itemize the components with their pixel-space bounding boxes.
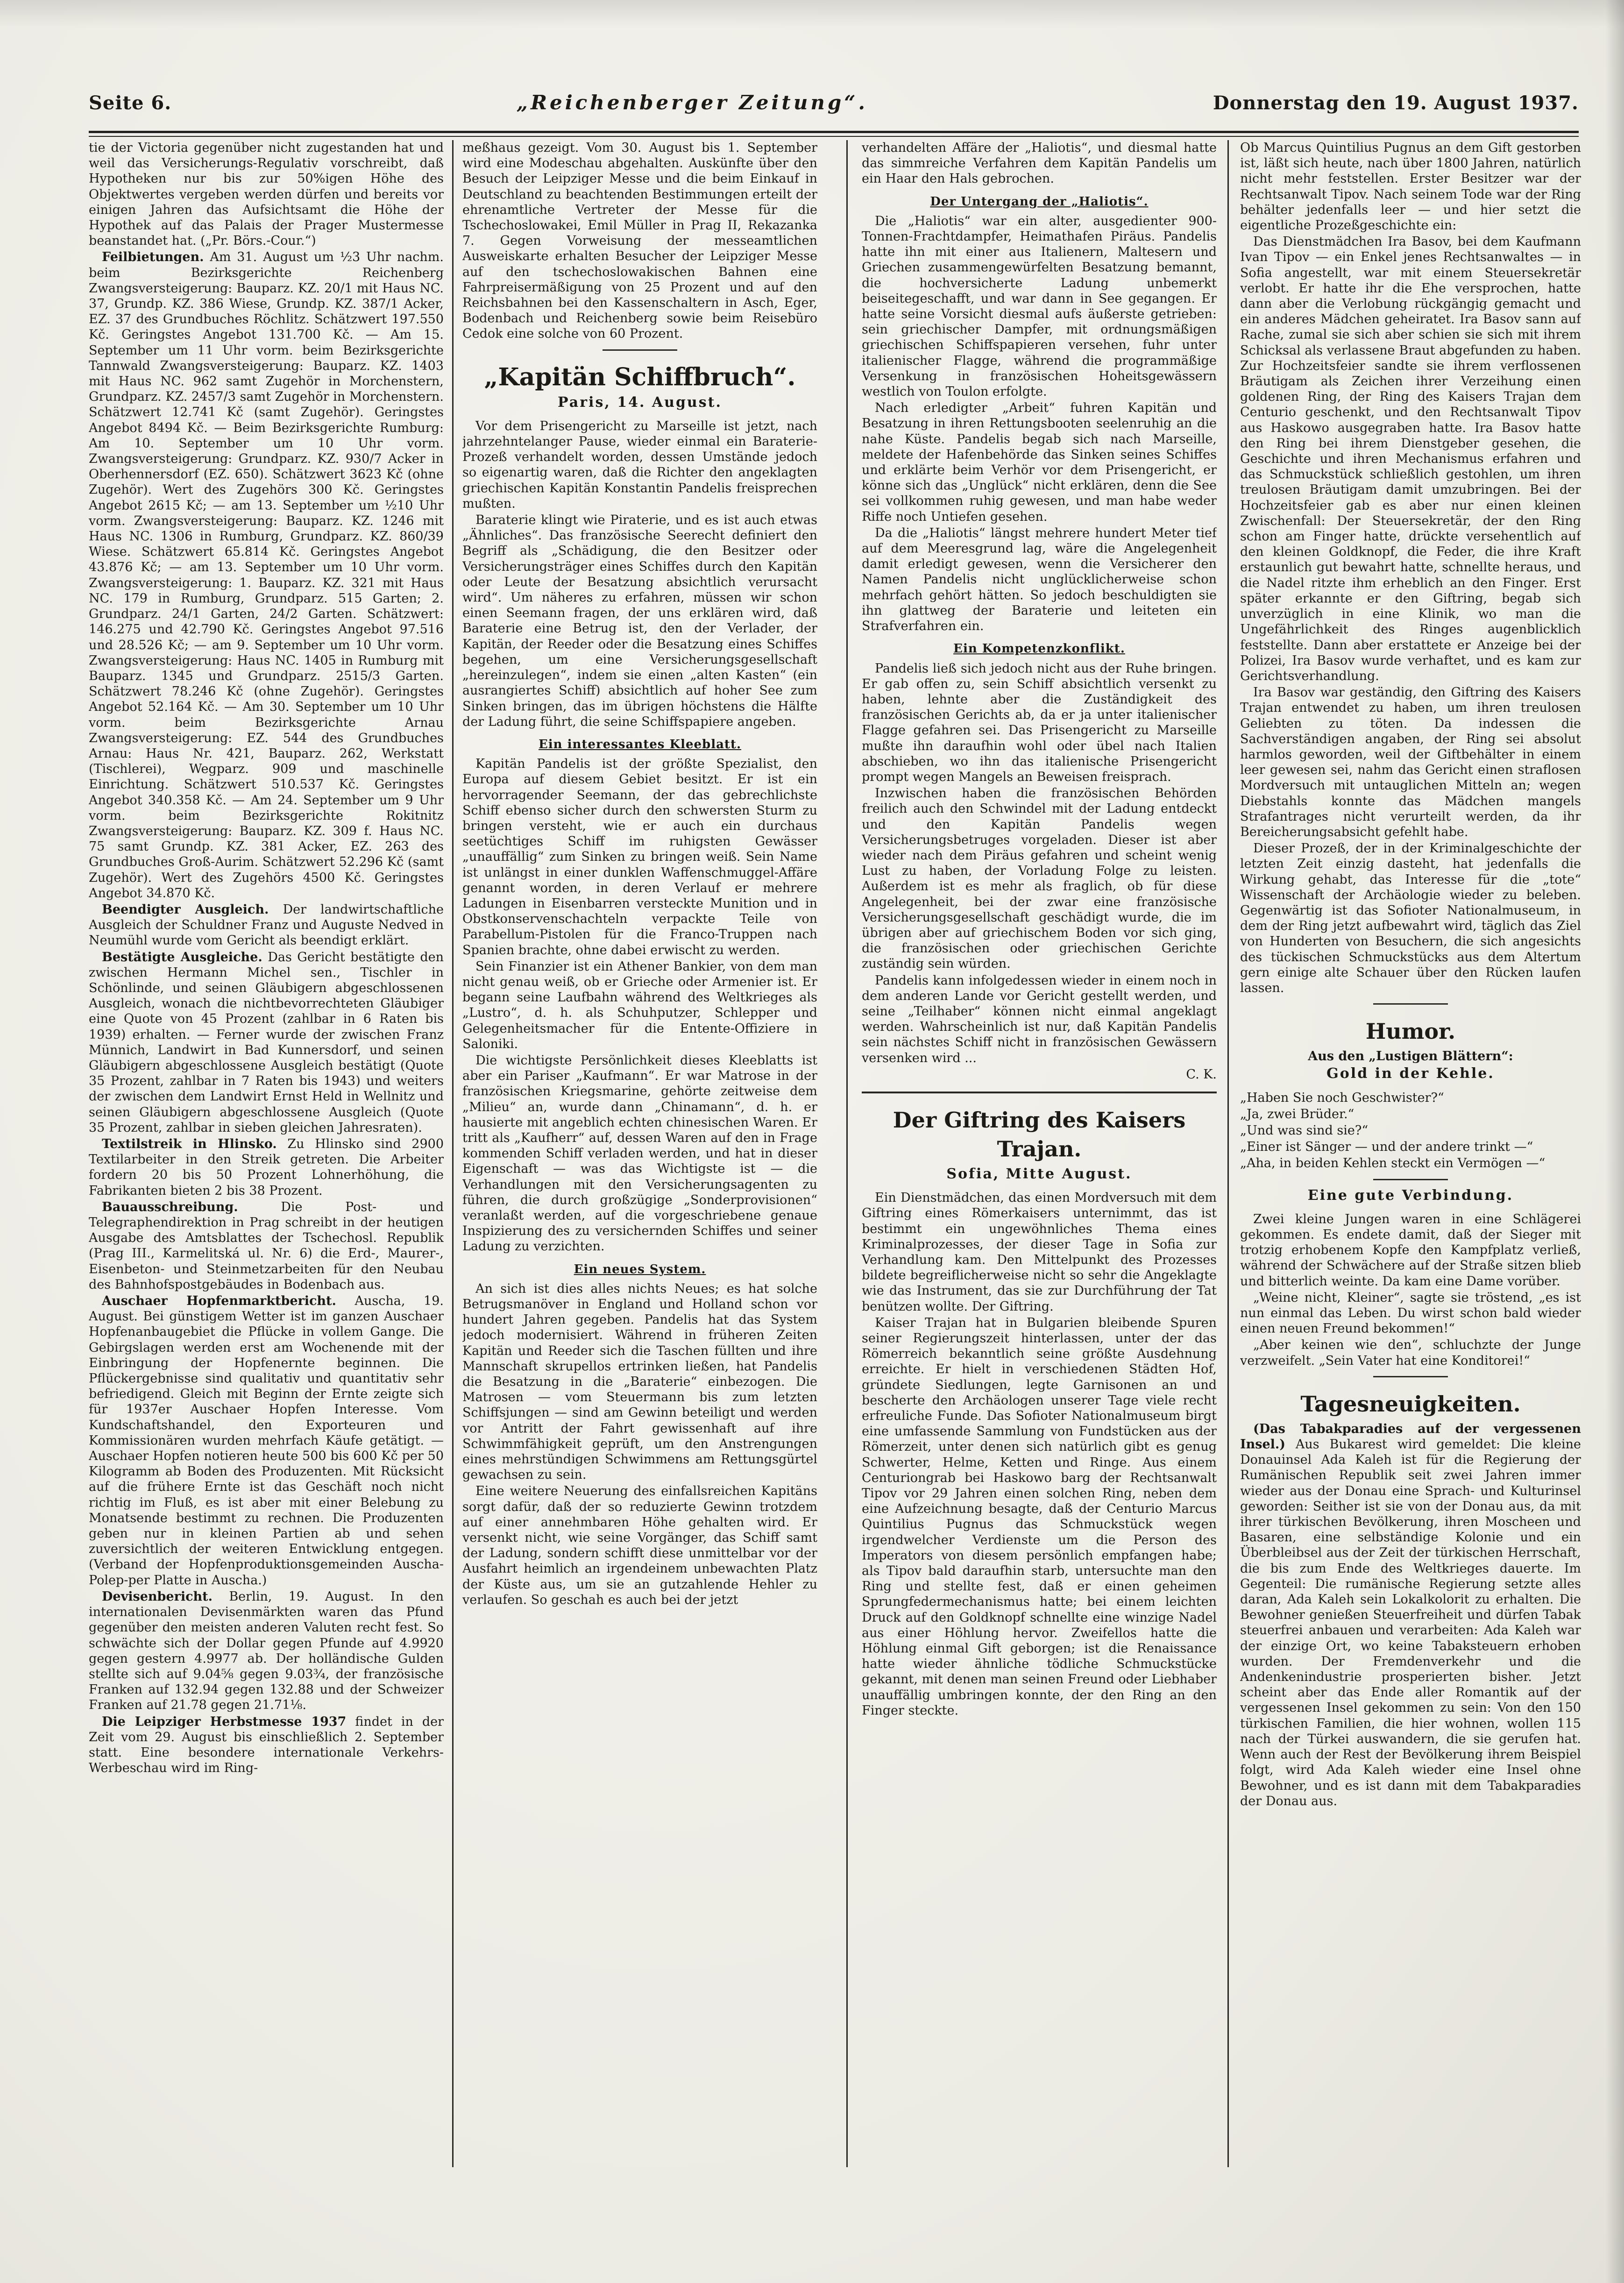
item-text: Die Post- und Telegraphendirektion in Prag schreibt in der heutigen Ausgabe des Amtsblattes der Tschechosl. Republik (Prag III., Karmelitská ul. Nr. 6) die Erd-, Maurer-, Eisenbeton- und Steinmetzarbeiten für den Neubau des Bahnhofspostgebäudes in Bodenbach aus. — [89, 1199, 444, 1292]
article-paragraph: Pandelis ließ sich jedoch nicht aus der Ruhe bringen. Er gab offen zu, sein Schiff absichtlich versenkt zu haben, lehnte aber die Zuständigkeit des französischen Gerichts ab, da er ja unter italienischer Flagge gefahren sei. Das Prisengericht zu Marseille mußte ihn daraufhin wohl oder übel nach Italien abschieben, wo ihn das italienische Prisengericht prompt wegen Mangels an Beweisen freisprach. — [862, 661, 1217, 784]
news-item — [89, 1714, 444, 1776]
news-item — [89, 1136, 444, 1198]
author-signature: C. K. — [1186, 1067, 1217, 1082]
joke-line: „Einer ist Sänger — und der andere trinkt —“ — [1240, 1140, 1533, 1155]
item-text: Aus Bukarest wird gemeldet: Die kleine Donauinsel Ada Kaleh ist für die Regierung der Rumänischen Republik seit zwei Jahren immer wieder aus der Donau eine Sprach- und Kulturinsel geworden: Seither ist sie von der Donau aus, da mit ihrer türkischen Bevölkerung, ihren Moscheen und Basaren, eine selbständige Kolonie und ein Überbleibsel aus der Zeit der türkischen Herrschaft, die bis zum Ende des Weltkrieges dauerte. Im Gegenteil: Die rumänische Regierung setzte alles daran, Ada Kaleh sein Lokalkolorit zu erhalten. Die Bewohner genießen Steuerfreiheit und dürfen Tabak steuerfrei anbauen und verarbeiten: Ada Kaleh war der einzige Ort, wo keine Tabaksteuern erhoben wurden. Der Fremdenverkehr und die Andenkenindustrie prosperierten bisher. Jetzt scheint aber das Ende aller Romantik auf der vergessenen Insel gekommen zu sein: Von den 150 türkischen Familien, die hier wohnen, wollen 115 nach der Türkei auswandern, die sie gerufen hat. Wenn auch der Rest der Bevölkerung ihrem Beispiel folgt, wird Ada Kaleh wieder eine Insel ohne Bewohner, und es ist dann mit dem Tabakparadies der Donau aus. — [1240, 1437, 1581, 1808]
column-divider — [1227, 140, 1229, 2167]
news-item — [89, 249, 444, 901]
section-divider — [1373, 1376, 1448, 1377]
article-dateline: Sofia, Mitte August. — [946, 1165, 1132, 1182]
column-divider — [846, 140, 848, 2167]
issue-date: Donnerstag den 19. August 1937. — [1213, 92, 1579, 114]
article-paragraph: Eine weitere Neuerung des einfallsreichen Kapitäns sorgt dafür, daß der so reduzierte Gewinn trotzdem auf einer annehmbaren Höhe gehalten wird. Er versenkt nicht, wie seine Vorgänger, das Schiff samt der Ladung, sondern schifft diese unmittelbar vor der Ausfahrt heimlich an irgendeinem unbewachten Platz der Küste aus, um sie an gutzahlende Hehler zu verlaufen. So geschah es auch bei der jetzt — [462, 1484, 817, 1607]
subheading: Ein neues System. — [574, 1262, 706, 1276]
article-paragraph: Ein Dienstmädchen, das einen Mordversuch mit dem Giftring eines Römerkaisers unternimmt, das ist bestimmt ein ungewöhnliches Thema eines Kriminalprozesses, der dieser Tage in Sofia zur Verhandlung kam. Den Mittelpunkt des Prozesses bildete begreiflicherweise nicht so sehr die Angeklagte wie das Instrument, das sie zur Durchführung der Tat benützen wollte. Der Giftring. — [862, 1191, 1217, 1314]
section-divider — [603, 349, 677, 351]
article-paragraph: Vor dem Prisengericht zu Marseille ist jetzt, nach jahrzehntelanger Pause, wieder einmal ein Baraterie-Prozeß verhandelt worden, dessen Umstände jedoch so eigenartig waren, daß die Richter den angeklagten griechischen Kapitän Konstantin Pandelis freisprechen mußten. — [462, 418, 817, 511]
article-paragraph: tie der Victoria gegenüber nicht zugestanden hat und weil das Versicherungs-Regulativ vorschreibt, daß Hypotheken nur bis zur 50%igen Höhe des Objektwertes vergeben werden dürfen und bereits vor einigen Jahren das Aufsichtsamt die Höhe der Hypothek auf das Palais der Prager Mustermesse beanstandet hat. („Pr. Börs.-Cour.“) — [89, 141, 444, 248]
item-heading: Bauausschreibung. — [102, 1199, 238, 1214]
article-paragraph: An sich ist dies alles nichts Neues; es hat solche Betrugsmanöver in England und Holland schon vor hundert Jahren gegeben. Pandelis hat das System jedoch modernisiert. Während in früheren Zeiten Kapitän und Reeder sich die Taschen füllten und ihre Mannschaft skrupellos ertrinken ließen, hat Pandelis die Besatzung in die „Baraterie“ einbezogen. Die Matrosen — vom Steuermann bis zum letzten Schiffsjungen — sind am Gewinn beteiligt und werden vor Antritt der Fahrt gewissenhaft auf ihre Schwimmfähigkeit geprüft, um den Anstrengungen eines mehrstündigen Schwimmens am Rettungsgürtel gewachsen zu sein. — [462, 1281, 817, 1482]
item-text: Zu Hlinsko sind 2900 Textilarbeiter in den Streik getreten. Die Arbeiter fordern 20 bis 50 Prozent Lohnerhöhung, die Fabrikanten bieten 2 bis 38 Prozent. — [89, 1137, 444, 1198]
article-paragraph: Baraterie klingt wie Piraterie, und es ist auch etwas „Ähnliches“. Das französische Seerecht definiert den Begriff als „Schädigung, die den Besitzer oder Versicherungsträger eines Schiffes durch den Kapitän oder Leute der Besatzung absichtlich verursacht wird“. Um näheres zu erfahren, müssen wir schon einen Seemann fragen, der uns erklären wird, daß Baraterie eine Betrug ist, den der Verlader, der Kapitän, der Reeder oder die Besatzung eines Schiffes begehen, um eine Versicherungsgesellschaft „hereinzulegen“, indem sie einen „alten Kasten“ (ein ausrangiertes Schiff) absichtlich auf hoher See zum Sinken bringen, das im übrigen höchstens die Hälfte der Ladung führt, die seine Schiffspapiere angeben. — [462, 513, 817, 729]
item-text: Das Gericht bestätigte den zwischen Hermann Michel sen., Tischler in Schönlinde, und seinen Gläubigern abgeschlossenen Ausgleich, wonach die nichtbevorrechteten Gläubiger eine Quote von 45 Prozent (zahlbar in 6 Raten bis 1939) erhalten. — Ferner wurde der zwischen Franz Münnich, Landwirt in Bad Kunnersdorf, und seinen Gläubigern abgeschlossene Ausgleich bestätigt (Quote 35 Prozent, zahlbar in 7 Raten bis 1943) und weiters der zwischen dem Landwirt Ernst Held in Wellnitz und seinen Gläubigern abgeschlossene Ausgleich (Quote 35 Prozent, zahlbar in sieben gleichen Jahresraten). — [89, 950, 444, 1135]
section-divider — [862, 1092, 1217, 1093]
scan-shadow-right — [1605, 0, 1624, 2283]
item-heading: (Das Tabakparadies auf der vergessenen Insel.) — [1240, 1421, 1581, 1452]
subheading: Der Untergang der „Haliotis“. — [930, 194, 1149, 209]
article-paragraph: Pandelis kann infolgedessen wieder in einem noch in dem anderen Lande vor Gericht gestellt werden, und seine „Teilhaber“ können nicht einmal angeklagt werden. Wahrscheinlich ist nur, daß Kapitän Pandelis sein nächstes Schiff nicht in französischen Gewässern versenken wird ... — [862, 973, 1217, 1065]
item-heading: Auschaer Hopfenmarktbericht. — [102, 1294, 336, 1309]
item-heading: Bestätigte Ausgleiche. — [102, 950, 262, 964]
newspaper-title: „Reichenberger Zeitung“. — [516, 91, 868, 114]
article-paragraph: meßhaus gezeigt. Vom 30. August bis 1. September wird eine Modeschau abgehalten. Auskünfte über den Besuch der Leipziger Messe und die beim Einkauf in Deutschland zu beachtenden Bestimmungen erteilt der ehrenamtliche Vertreter der Messe für die Tschechoslowakei, Emil Müller in Prag II, Rekazanka 7. Gegen Vorweisung der messeamtlichen Ausweiskarte erhalten Besucher der Leipziger Messe auf den tschechoslowakischen Bahnen eine Fahrpreisermäßigung von 25 Prozent und auf den Reichsbahnen bei den Kassenschaltern in Asch, Eger, Bodenbach und Reichenberg sowie beim Reisebüro Cedok eine solche von 60 Prozent. — [462, 141, 817, 341]
column-2 — [462, 140, 817, 2177]
column-3 — [862, 140, 1217, 2177]
news-item — [89, 1199, 444, 1292]
article-title: „Kapitän Schiffbruch“. — [484, 362, 796, 391]
news-item — [89, 902, 444, 949]
article-paragraph: Kapitän Pandelis ist der größte Spezialist, den Europa auf diesem Gebiet besitzt. Er ist ein hervorragender Seemann, der das gebrechlichste Schiff ebenso sicher durch den schwersten Sturm zu bringen versteht, wie er auch ein durchaus seetüchtiges Schiff im ruhigsten Gewässer „unauffällig“ zum Sinken zu bringen weiß. Sein Name ist unlängst in einer dunklen Waffenschmuggel-Affäre genannt worden, in deren Verlauf er mehrere Ladungen in Eisenbarren versteckte Munition und in Obstkonservenschachteln verpackte Teile von Parabellum-Pistolen für die Franco-Truppen nach Spanien brachte, ohne dabei erwischt zu werden. — [462, 757, 817, 957]
column-1 — [89, 140, 444, 2177]
item-text: Berlin, 19. August. In den internationalen Devisenmärkten waren das Pfund gegenüber den meisten anderen Valuten recht fest. So schwächte sich der Dollar gegen Pfunde auf 4.9920 gegen gestern 4.9977 ab. Der holländische Gulden stellte sich auf 9.04⅝ gegen 9.03¾, der französische Franken auf 132.94 gegen 132.88 und der Schweizer Franken auf 21.78 gegen 21.71⅛. — [89, 1589, 444, 1713]
item-heading: Beendigter Ausgleich. — [102, 902, 269, 917]
article-paragraph: Kaiser Trajan hat in Bulgarien bleibende Spuren seiner Regierungszeit hinterlassen, unter der das Römerreich bekanntlich seine größte Ausdehnung erreichte. Er hielt in verschiedenen Städten Hof, gründete Siedlungen, legte Garnisonen an und bescherte den Archäologen unserer Tage viele recht erfreuliche Funde. Das Sofioter Nationalmuseum birgt eine umfassende Sammlung von Fundstücken aus der Römerzeit, unter denen sich natürlich gibt es genug Schwerter, Helme, Ketten und Ringe. Aus einem Centuriongrab bei Haskowo barg der Rechtsanwalt Tipov vor 29 Jahren einen solchen Ring, neben dem eine Aufzeichnung besagte, daß der Centurio Marcus Quintilius Pugnus das Schmuckstück wegen irgendwelcher Verdienste um die Person des Imperators von diesem persönlich empfangen habe; als Tipov bald daraufhin starb, untersuchte man den Ring und stellte fest, daß er einen geheimen Sprungfedermechanismus hatte; bei einem leichten Druck auf den Goldknopf schnellte eine winzige Nadel aus einer Höhlung hervor. Zweifellos hatte die Höhlung einmal Gift geborgen; ist die Renaissance hatte wieder ähnliche tödliche Schmuckstücke gekannt, mit denen man seinen Freund oder Liebhaber unauffällig umbringen konnte, der den Ring an den Finger steckte. — [862, 1315, 1217, 1718]
joke-line: „Ja, zwei Brüder.“ — [1240, 1106, 1355, 1121]
item-heading: Feilbietungen. — [102, 250, 204, 265]
item-heading: Devisenbericht. — [102, 1589, 213, 1604]
article-paragraph: Die „Haliotis“ war ein alter, ausgedienter 900-Tonnen-Frachtdampfer, Heimathafen Piräus. Pandelis hatte ihn mit einer aus Italienern, Maltesern und Griechen zusammengewürfelten Besatzung bemannt, die hochversicherte Ladung unbemerkt beiseitegeschafft, und war dann in See gegangen. Er hatte seine Vorsicht diesmal aufs äußerste getrieben: sein griechischer Dampfer, mit ordnungsmäßigen griechischen Schiffspapieren versehen, fuhr unter italienischer Flagge, während die programmäßige Versenkung in französischen Hoheitsgewässern westlich von Toulon erfolgte. — [862, 213, 1217, 399]
subheading: Ein interessantes Kleeblatt. — [538, 737, 742, 752]
article-dateline: Paris, 14. August. — [558, 394, 722, 411]
item-text: Der landwirtschaftliche Ausgleich der Schuldner Franz und Auguste Nedved in Neumühl wurde vom Gericht als beendigt erklärt. — [89, 902, 444, 948]
item-text: Am 31. August um ½3 Uhr nachm. beim Bezirksgerichte Reichenberg Zwangsversteigerung: Bauparz. KZ. 20/1 mit Haus NC. 37, Grundp. KZ. 386 Wiese, Grundp. KZ. 387/1 Acker, EZ. 37 des Grundbuches Röchlitz. Schätzwert 197.550 Kč. Geringstes Angebot 131.700 Kč. — Am 15. September um 11 Uhr vorm. beim Bezirksgerichte Tannwald Zwangsversteigerung: Bauparz. KZ. 1403 mit Haus NC. 962 samt Zugehör in Morchenstern, Grundparz. KZ. 2457/3 samt Zugehör in Morchenstern. Schätzwert 12.741 Kč (samt Zugehör). Geringstes Angebot 8494 Kč. — Beim Bezirksgerichte Rumburg: Am 10. September um 10 Uhr vorm. Zwangsversteigerung: Grundparz. KZ. 930/7 Acker in Oberhennersdorf (EZ. 650). Schätzwert 3623 Kč (ohne Zugehör). Wert des Zugehörs 300 Kč. Geringstes Angebot 2615 Kč; — am 13. September um ½10 Uhr vorm. Zwangsversteigerung: Bauparz. KZ. 1246 mit Haus NC. 1306 in Rumburg, Grundparz. KZ. 860/39 Wiese. Schätzwert 65.814 Kč. Geringstes Angebot 43.876 Kč; — am 13. September um 10 Uhr vorm. Zwangsversteigerung: 1. Bauparz. KZ. 321 mit Haus NC. 179 in Rumburg, Grundparz. 515 Garten; 2. Grundparz. 24/1 Garten, 24/2 Garten. Schätzwert: 146.275 und 42.790 Kč. Geringstes Angebot 97.516 und 28.526 Kč; — am 9. September um 10 Uhr vorm. Zwangsversteigerung: Haus NC. 1405 in Rumburg mit Bauparz. 1345 und Grundparz. 2515/3 Garten. Schätzwert 78.246 Kč (ohne Zugehör). Geringstes Angebot 52.164 Kč. — Am 30. September um 10 Uhr vorm. beim Bezirksgerichte Arnau Zwangsversteigerung: EZ. 544 des Grundbuches Arnau: Haus Nr. 421, Bauparz. 262, Werkstatt (Tischlerei), Wegparz. 909 und maschinelle Einrichtung. Schätzwert 510.537 Kč. Geringstes Angebot 340.358 Kč. — Am 24. September um 9 Uhr vorm. beim Bezirksgerichte Rokitnitz Zwangsversteigerung: Bauparz. KZ. 309 f. Haus NC. 75 samt Grundp. KZ. 381 Acker, EZ. 263 des Grundbuches Groß-Aurim. Schätzwert 52.296 Kč (samt Zugehör). Wert des Zugehörs 4500 Kč. Geringstes Angebot 34.870 Kč. — [89, 250, 444, 900]
section-divider — [1373, 1179, 1448, 1180]
article-paragraph: Zwei kleine Jungen waren in eine Schlägerei gekommen. Es endete damit, daß der Sieger mit trotzig erhobenem Kopfe den Kampfplatz verließ, während der Schwächere auf der Straße sitzen blieb und bitterlich weinte. Da kam eine Dame vorüber. — [1240, 1212, 1581, 1289]
news-item — [89, 1293, 444, 1588]
joke-line: „Weine nicht, Kleiner“, sagte sie tröstend, „es ist nun einmal das Leben. Du wirst schon bald wieder einen neuen Freund bekommen!“ — [1240, 1290, 1581, 1336]
article-title: Der Giftring des Kaisers Trajan. — [893, 1107, 1186, 1162]
article-paragraph: Ob Marcus Quintilius Pugnus an dem Gift gestorben ist, läßt sich heute, nach über 1800 Jahren, natürlich nicht mehr feststellen. Erster Besitzer war der Rechtsanwalt Tipov. Nach seinem Tode war der Ring behälter jedenfalls leer — und hier setzt die eigentliche Prozeßgeschichte ein: — [1240, 141, 1581, 233]
joke-title: Gold in der Kehle. — [1326, 1065, 1495, 1082]
item-text: findet in der Zeit vom 29. August bis einschließlich 2. September statt. Eine besondere internationale Verkehrs-Werbeschau wird im Ring- — [89, 1714, 444, 1776]
section-title-humor: Humor. — [1365, 1019, 1456, 1044]
header-rule — [89, 131, 1579, 137]
news-item — [89, 950, 444, 1135]
section-title-news: Tagesneuigkeiten. — [1300, 1391, 1521, 1417]
article-paragraph: verhandelten Affäre der „Haliotis“, und diesmal hatte das simmreiche Verfahren dem Kapitän Pandelis um ein Haar den Hals gebrochen. — [862, 141, 1217, 186]
article-paragraph: Ira Basov war geständig, den Giftring des Kaisers Trajan entwendet zu haben, um ihren treulosen Geliebten zu töten. Da indessen die Sachverständigen angaben, der Ring sei absolut harmlos geworden, weil der Giftbehälter in einem leer gewesen sei, nahm das Gericht einen straflosen Mordversuch mit untauglichen Mitteln an; wegen Diebstahls konnte das Mädchen mangels Strafantrages nicht verurteilt werden, da ihr Bereicherungsabsicht gefehlt habe. — [1240, 685, 1581, 839]
joke-line: „Aha, in beiden Kehlen steckt ein Vermögen —“ — [1240, 1156, 1546, 1171]
article-paragraph: Dieser Prozeß, der in der Kriminalgeschichte der letzten Zeit einzig dasteht, hat jedenfalls die Wirkung gehabt, das Interesse für die „tote“ Wissenschaft der Archäologie wieder zu beleben. Gegenwärtig ist das Sofioter Nationalmuseum, in dem der Ring jetzt aufbewahrt wird, täglich das Ziel von Hunderten von Besuchern, die sich angesichts des tückischen Schmuckstücks aus dem Altertum gern einige alte Schauer über den Rücken laufen lassen. — [1240, 841, 1581, 995]
article-paragraph: Sein Finanzier ist ein Athener Bankier, von dem man nicht genau weiß, ob er Grieche oder Armenier ist. Er begann seine Laufbahn während des Weltkrieges als „Lustro“, d. h. als Schuhputzer, Schlepper und Gelegenheitsmacher für die Entente-Offiziere in Saloniki. — [462, 959, 817, 1051]
news-item — [1240, 1421, 1581, 1809]
item-heading: Textilstreik in Hlinsko. — [102, 1137, 277, 1151]
section-divider — [1373, 1003, 1448, 1005]
article-paragraph: Da die „Haliotis“ längst mehrere hundert Meter tief auf dem Meeresgrund lag, wäre die Angelegenheit damit erledigt gewesen, wenn die Versicherer den Namen Pandelis nicht unglücklicherweise schon mehrfach gehört hätten. So jedoch beschuldigten sie ihn glattweg der Baraterie und leiteten ein Strafverfahren ein. — [862, 525, 1217, 634]
article-paragraph: Inzwischen haben die französischen Behörden freilich auch den Schwindel mit der Ladung entdeckt und den Kapitän Pandelis wegen Versicherungsbetruges vorgeladen. Dieser ist aber wieder nach dem Piräus gefahren und scheint wenig Lust zu haben, der Vorladung Folge zu leisten. Außerdem ist es mehr als fraglich, ob für diese Angelegenheit, bei der zwar eine französische Versicherungsgesellschaft geschädigt wurde, die im übrigen aber auf griechischem Boden vor sich ging, die französischen oder griechischen Gerichte zuständig sein würden. — [862, 786, 1217, 971]
item-text: Auscha, 19. August. Bei günstigem Wetter ist im ganzen Auschaer Hopfenanbaugebiet die Pflücke in vollem Gange. Die Gebirgslagen werden erst am Wochenende mit der Einbringung der Hopfenernte beginnen. Die Pflückergebnisse sind qualitativ und quantitativ sehr befriedigend. Gleich mit Beginn der Ernte zeigte sich für 1937er Auschaer Hopfen Interesse. Vom Kundschaftshandel, den Exporteuren und Kommissionären wurden mehrfach Käufe getätigt. — Auschaer Hopfen notieren heute 500 bis 600 Kč per 50 Kilogramm ab Boden des Produzenten. Mit Rücksicht auf die frühere Ernte ist das Geschäft noch nicht richtig im Fluß, es ist aber mit einer Belebung zu Monatsende bestimmt zu rechnen. Die Produzenten geben nur in kleinen Partien ab und sehen zuversichtlich der weiteren Entwicklung entgegen. (Verband der Hopfenproduktionsgemeinden Auscha-Polep-per Platte in Auscha.) — [89, 1294, 444, 1588]
joke-title: Eine gute Verbindung. — [1307, 1187, 1514, 1204]
news-item — [89, 1589, 444, 1713]
joke-body — [1240, 1090, 1581, 1171]
article-paragraph: Die wichtigste Persönlichkeit dieses Kleeblatts ist aber ein Pariser „Kaufmann“. Er war Matrose in der französischen Kriegsmarine, gehörte zeitweise dem „Milieu“ an, wurde dann „Chinamann“, d. h. er hausierte mit angeblich echten chinesischen Waren. Er tritt als „Kaufherr“ auf, dessen Waren auf den in Frage kommenden Schiff verladen werden, und hat in dieser Eigenschaft — was das Wichtigste ist — die Verhandlungen mit den Versicherungsagenten zu führen, die durch großzügige „Sonderprovisionen“ veranlaßt werden, auf die vorgeschriebene genaue Inspizierung des zu versichernden Schiffes und seiner Ladung zu verzichten. — [462, 1053, 817, 1254]
joke-line: „Aber keinen wie den“, schluchzte der Junge verzweifelt. „Sein Vater hat eine Konditorei!“ — [1240, 1338, 1581, 1368]
scan-shadow-top — [0, 0, 1624, 28]
article-paragraph: Das Dienstmädchen Ira Basov, bei dem Kaufmann Ivan Tipov — ein Enkel jenes Rechtsanwaltes — in Sofia angestellt, war mit einem Steuersekretär verlobt. Er hatte ihr die Ehe versprochen, hatte dann aber die Verlobung rückgängig gemacht und ein anderes Mädchen geheiratet. Ira Basov sann auf Rache, zumal sie sich aber schien sie sich mit ihrem Schicksal als verlassene Braut abgefunden zu haben. Zur Hochzeitsfeier sandte sie ihrem verflossenen Bräutigam als Zeichen ihrer Verzeihung einen goldenen Ring, der Ring des Kaisers Trajan dem Centurio geschenkt, und den Rechtsanwalt Tipov aus Haskowo ausgegraben hatte. Ira Basov hatte den Ring bei ihrem Dienstgeber gesehen, die Geschichte und ihren Mechanismus erfahren und das Schmuckstück schließlich gestohlen, um ihren treulosen Bräutigam damit umzubringen. Bei der Hochzeitsfeier gab es aber nur einen kleinen Zwischenfall: Der Steuersekretär, der den Ring schon am Finger hatte, drückte versehentlich auf den kleinen Goldknopf, die Feder, die ihre Kraft erstaunlich gut bewahrt hatte, schnellte heraus, und die Nadel ritzte ihm erheblich an den Finger. Erst später erkannte er den Giftring, begab sich unverzüglich in eine Klinik, wo man die Ungefährlichkeit des Ringes augenblicklich feststellte. Dann aber erstattete er Anzeige bei der Polizei, Ira Basov wurde verhaftet, und es kam zur Gerichtsverhandlung. — [1240, 234, 1581, 683]
page-number: Seite 6. — [89, 92, 172, 114]
joke-line: „Haben Sie noch Geschwister?“ — [1240, 1090, 1444, 1105]
joke-line: „Und was sind sie?“ — [1240, 1123, 1369, 1138]
page-header — [89, 91, 1579, 128]
subheading: Ein Kompetenzkonflikt. — [953, 642, 1125, 656]
humor-source: Aus den „Lustigen Blättern“: — [1308, 1049, 1513, 1064]
item-heading: Die Leipziger Herbstmesse 1937 — [102, 1714, 347, 1729]
column-4 — [1240, 140, 1581, 2177]
article-paragraph: Nach erledigter „Arbeit“ fuhren Kapitän und Besatzung in ihren Rettungsbooten seelenruhig an die nahe Küste. Pandelis begab sich nach Marseille, meldete der Hafenbehörde das Sinken seines Schiffes und erklärte beim Verhör vor dem Prisengericht, er könne sich das „Unglück“ nicht erklären, denn die See sei vollkommen ruhig gewesen, und man habe weder Riffe noch Untiefen gesehen. — [862, 401, 1217, 524]
column-divider — [452, 140, 454, 2167]
